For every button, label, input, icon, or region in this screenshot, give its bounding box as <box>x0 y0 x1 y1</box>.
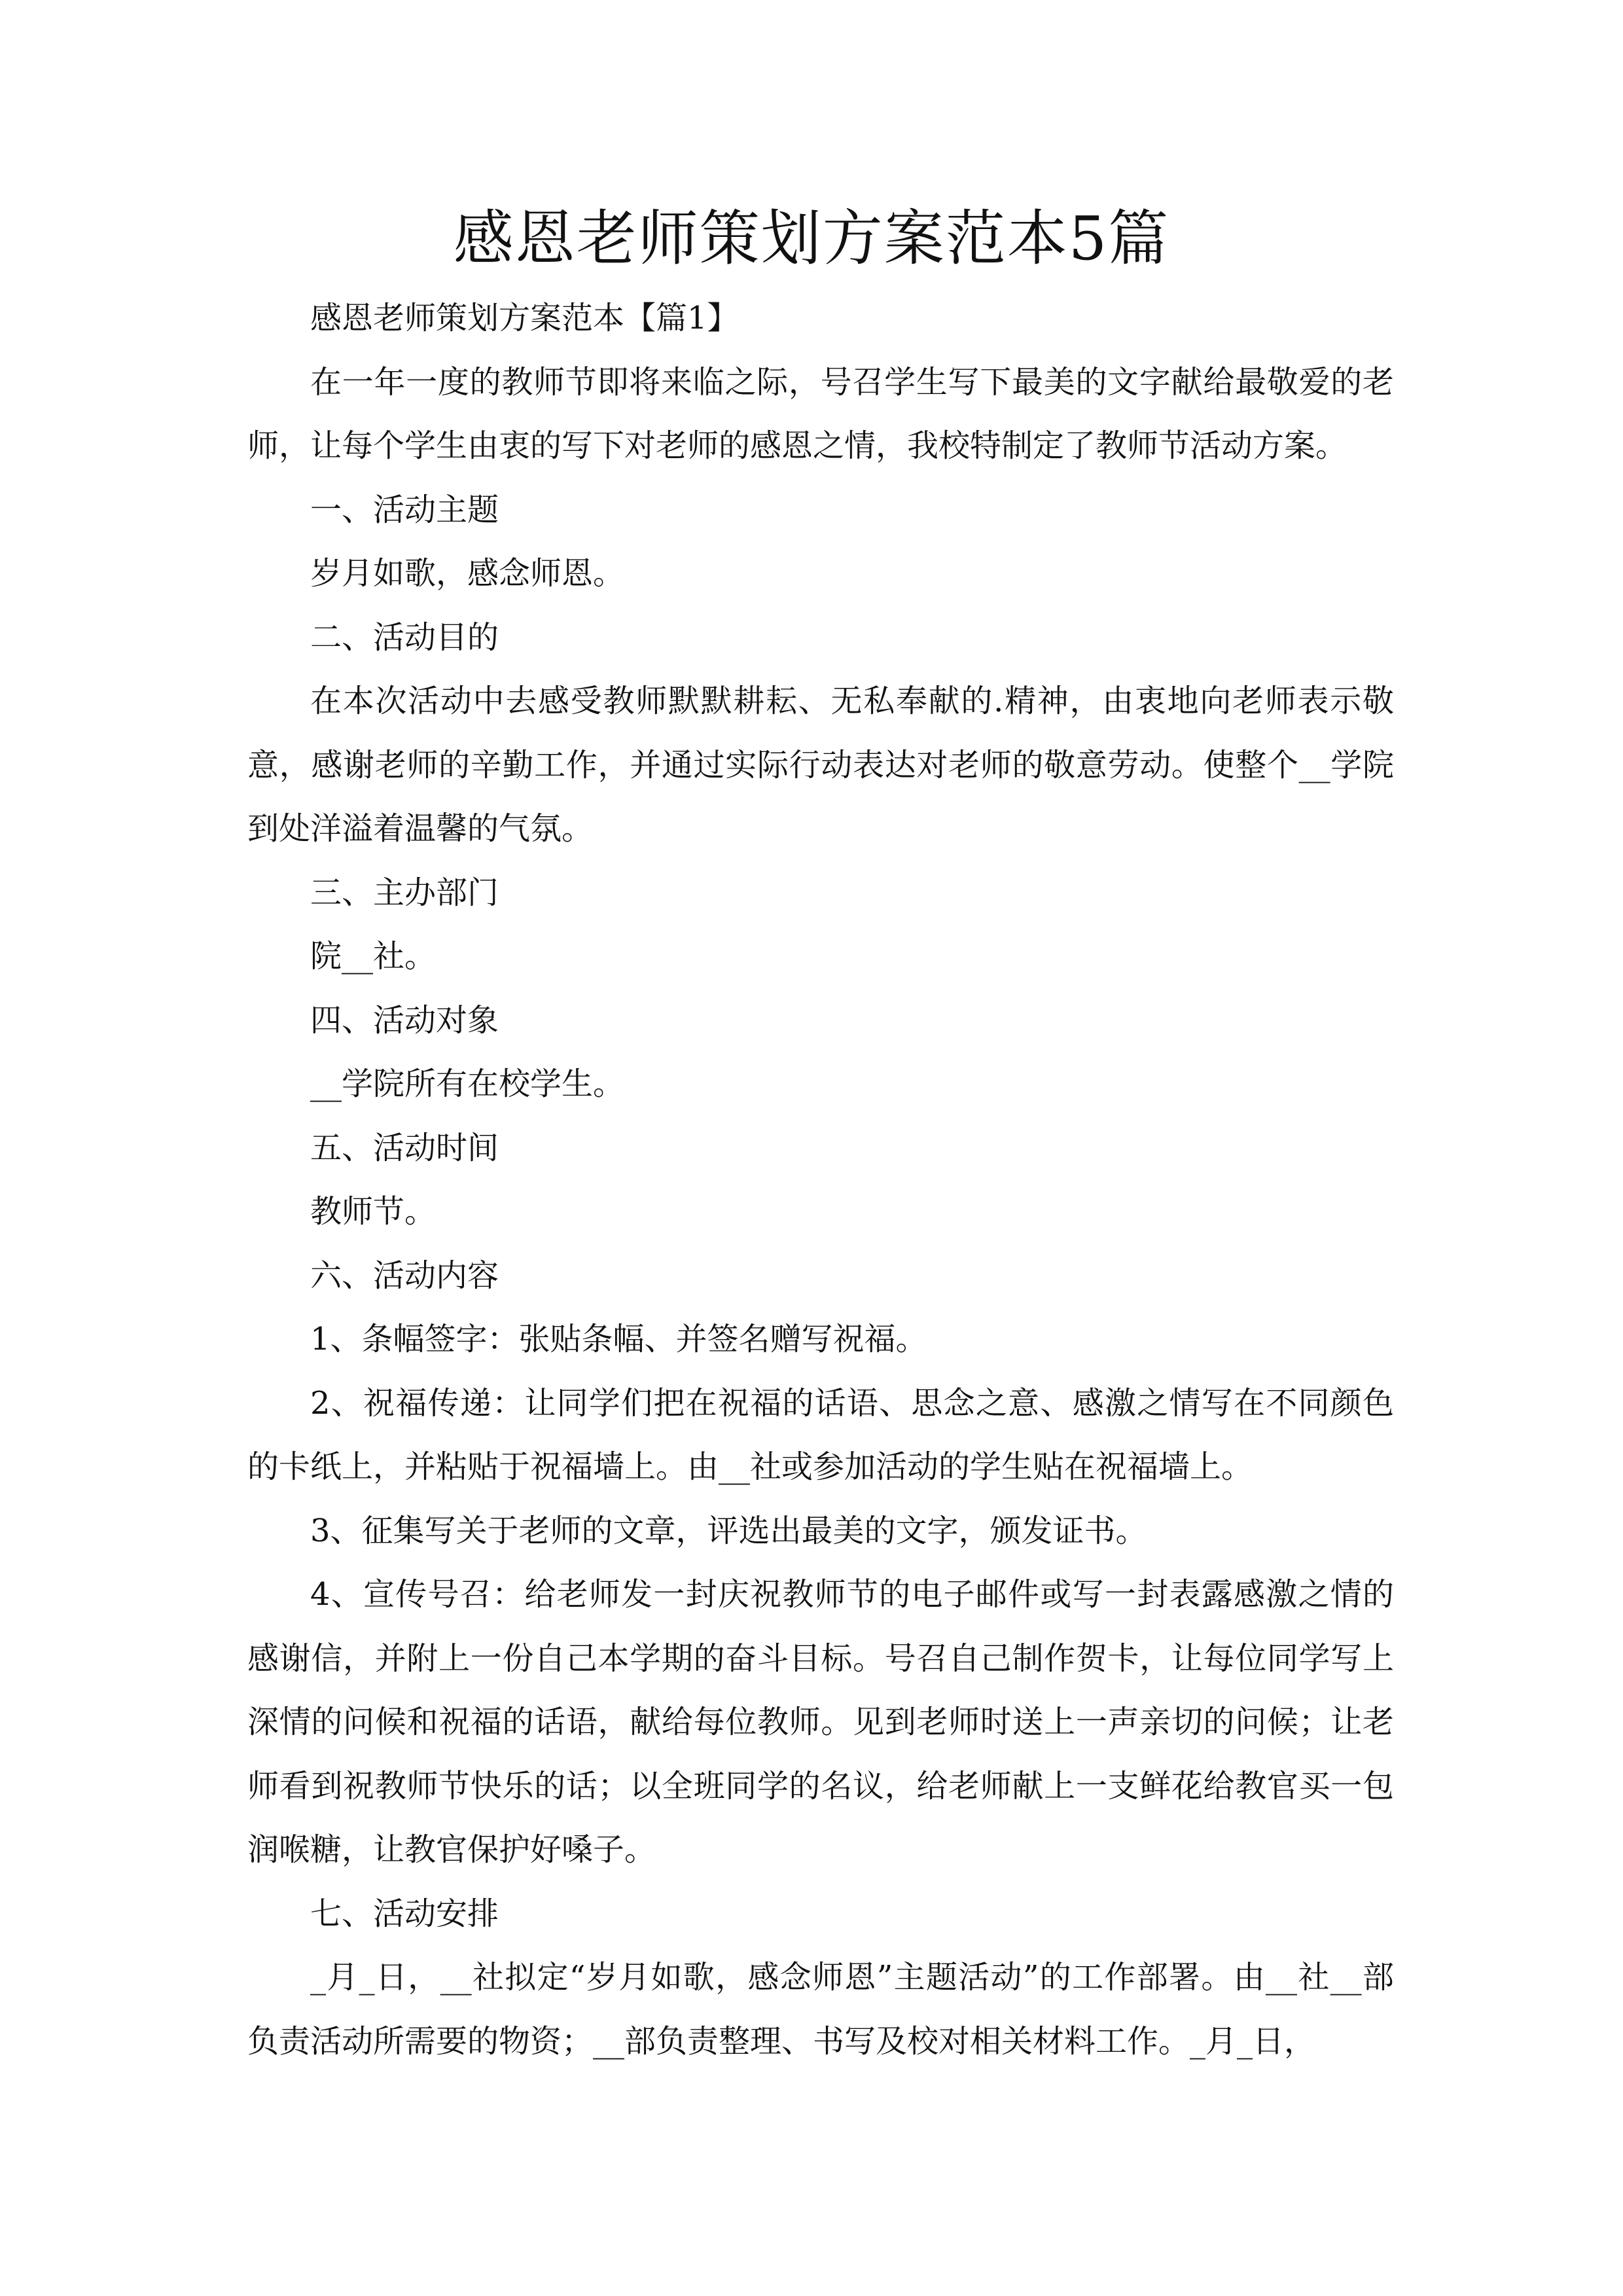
content-item-4: 4、宣传号召：给老师发一封庆祝教师节的电子邮件或写一封表露感激之情的感谢信，并附上一份自己本学期的奋斗目标。号召自己制作贺卡，让每位同学写上深情的问候和祝福的话语，献给每位教师。见到老师时送上一声亲切的问候；让老师看到祝教师节快乐的话；以全班同学的名议，给老师献上一支鲜花给教官买一包润喉糖，让教官保护好嗓子。 <box>247 1576 1394 1868</box>
heading-organizer: 三、主办部门 <box>310 874 499 911</box>
content-item-2: 2、祝福传递：让同学们把在祝福的话语、思念之意、感激之情写在不同颜色的卡纸上，并粘贴于祝福墙上。由__社或参加活动的学生贴在祝福墙上。 <box>247 1384 1394 1485</box>
content-item-3: 3、征集写关于老师的文章，评选出最美的文字，颁发证书。 <box>310 1512 1147 1549</box>
section-heading-part1: 感恩老师策划方案范本【篇1】 <box>310 300 739 336</box>
heading-target-audience: 四、活动对象 <box>310 1001 499 1039</box>
activity-purpose-text: 在本次活动中去感受教师默默耕耘、无私奉献的.精神，由衷地向老师表示敬意，感谢老师的辛勤工作，并通过实际行动表达对老师的敬意劳动。使整个__学院到处洋溢着温馨的气氛。 <box>247 683 1394 847</box>
heading-activity-theme: 一、活动主题 <box>310 491 499 528</box>
target-audience-text: __学院所有在校学生。 <box>310 1066 625 1102</box>
organizer-text: 院__社。 <box>310 938 437 975</box>
content-item-1: 1、条幅签字：张贴条幅、并签名赠写祝福。 <box>310 1321 927 1357</box>
activity-time-text: 教师节。 <box>310 1193 437 1230</box>
heading-activity-content: 六、活动内容 <box>310 1257 499 1294</box>
document-title: 感恩老师策划方案范本5篇 <box>453 204 1170 274</box>
activity-schedule-text: _月_日，__社拟定“岁月如歌，感念师恩”主题活动”的工作部署。由__社__部负责活动所需要的物资；__部负责整理、书写及校对相关材料工作。_月_日， <box>247 1959 1394 2060</box>
heading-activity-time: 五、活动时间 <box>310 1129 499 1166</box>
intro-paragraph: 在一年一度的教师节即将来临之际，号召学生写下最美的文字献给最敬爱的老师，让每个学生由衷的写下对老师的感恩之情，我校特制定了教师节活动方案。 <box>247 363 1394 464</box>
heading-activity-schedule: 七、活动安排 <box>310 1895 499 1932</box>
activity-theme-text: 岁月如歌，感念师恩。 <box>310 555 625 592</box>
document-body <box>247 287 1394 2073</box>
heading-activity-purpose: 二、活动目的 <box>310 619 499 656</box>
